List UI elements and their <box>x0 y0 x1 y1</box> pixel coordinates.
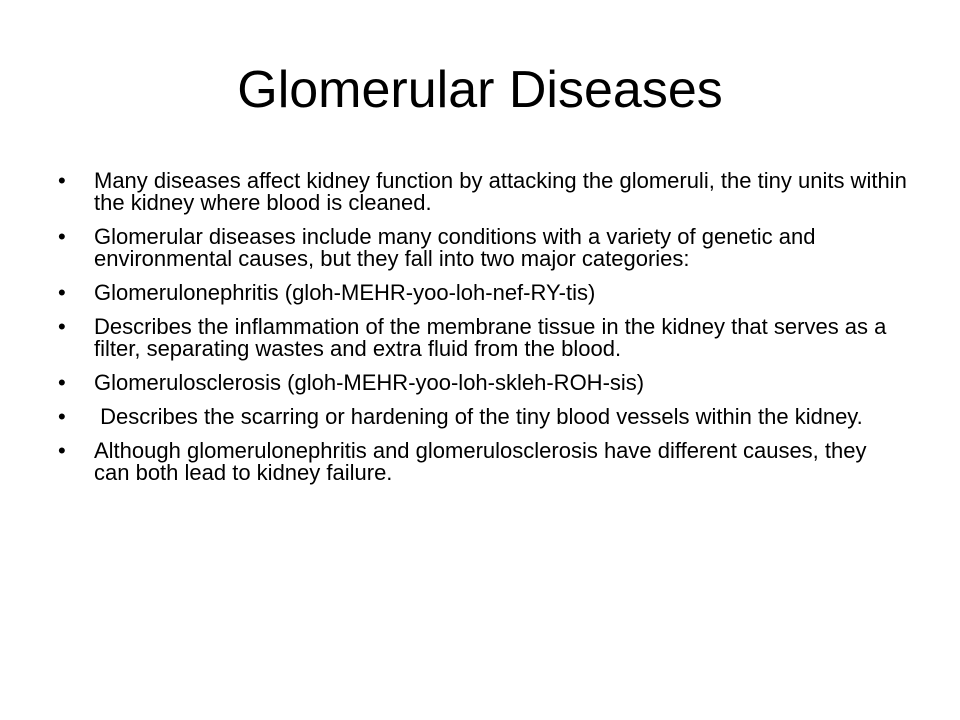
bullet-list <box>58 168 913 496</box>
bullet-item-glomerulosclerosis <box>58 372 908 394</box>
bullet-icon: • <box>58 314 66 339</box>
bullet-icon: • <box>58 438 66 463</box>
bullet-icon: • <box>58 280 66 305</box>
bullet-text: Although glomerulonephritis and glomerulosclerosis have different causes, they can both lead to kidney failure. <box>94 438 873 485</box>
bullet-text: Glomerular diseases include many conditions with a variety of genetic and environmental causes, but they fall into two major categories: <box>94 224 822 271</box>
bullet-item-kidney-function <box>58 168 913 215</box>
bullet-item-categories <box>58 226 908 270</box>
slide-title: Glomerular Diseases <box>237 61 723 119</box>
bullet-icon: • <box>58 168 66 193</box>
bullet-item-scarring <box>58 406 908 428</box>
bullet-text: Glomerulonephritis (gloh-MEHR-yoo-loh-nef-RY-tis) <box>94 280 596 305</box>
bullet-text: Many diseases affect kidney function by attacking the glomeruli, the tiny units within the kidney where blood is cleaned. <box>94 168 913 215</box>
bullet-item-glomerulonephritis <box>58 282 908 304</box>
bullet-text: Describes the scarring or hardening of the tiny blood vessels within the kidney. <box>94 404 863 429</box>
bullet-text: Describes the inflammation of the membrane tissue in the kidney that serves as a filter, separating wastes and extra fluid from the blood. <box>94 314 893 361</box>
bullet-item-inflammation <box>58 316 908 360</box>
bullet-icon: • <box>58 224 66 249</box>
bullet-icon: • <box>58 404 66 429</box>
bullet-item-kidney-failure <box>58 440 908 484</box>
bullet-icon: • <box>58 370 66 395</box>
bullet-text: Glomerulosclerosis (gloh-MEHR-yoo-loh-skleh-ROH-sis) <box>94 370 645 395</box>
